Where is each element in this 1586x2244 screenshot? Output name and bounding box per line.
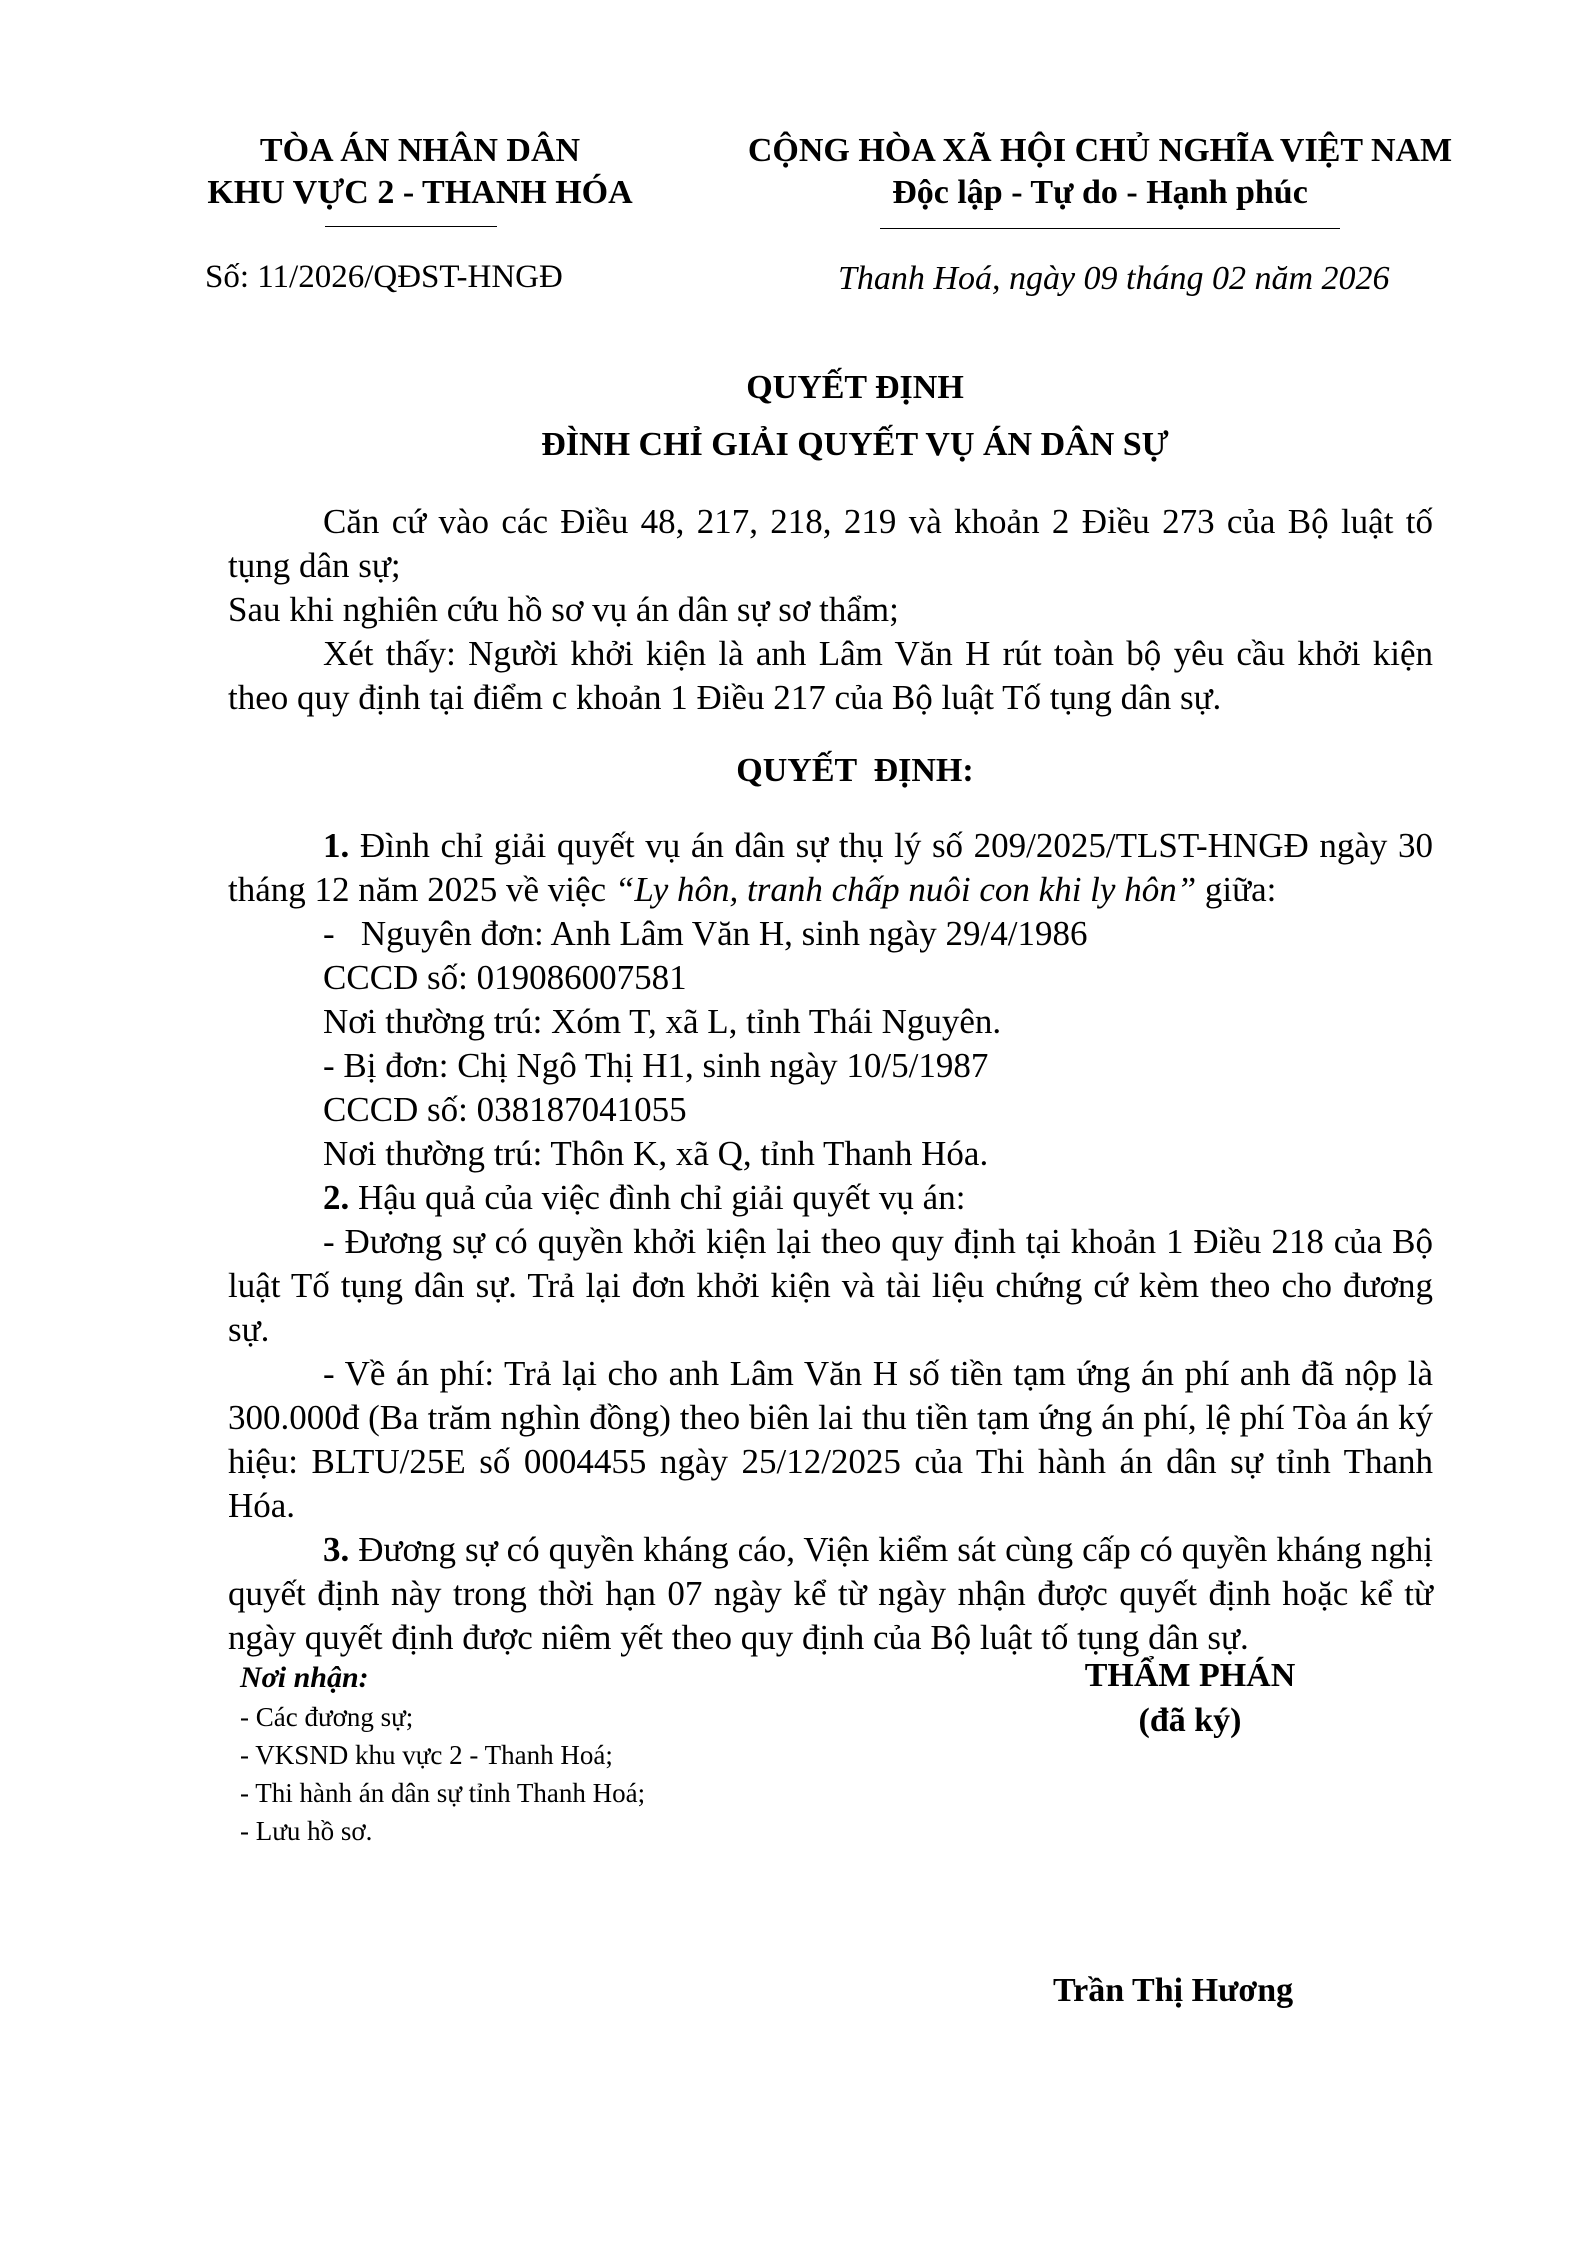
item-3-number: 3. — [323, 1530, 350, 1569]
signer-name: Trần Thị Hương — [1053, 1972, 1294, 2009]
court-fee: - Về án phí: Trả lại cho anh Lâm Văn H số tiền tạm ứng án phí anh đã nộp là 300.000đ (Ba trăm nghìn đồng) theo biên lai thu tiền tạm ứng án phí, lệ phí Tòa án ký hiệu: BLTU/25E số 0004455 ngày 25/12/2025 của Thi hành án dân sự tỉnh Thanh Hóa. — [228, 1354, 1433, 1525]
motto: Độc lập - Tự do - Hạnh phúc — [892, 174, 1308, 211]
re-filing-right: - Đương sự có quyền khởi kiện lại theo quy định tại khoản 1 Điều 218 của Bộ luật Tố tụng dân sự. Trả lại đơn khởi kiện và tài liệu chứng cứ kèm theo cho đương sự. — [228, 1222, 1433, 1349]
decision-item-3 — [228, 1528, 1433, 1660]
item-2-number: 2. — [323, 1178, 350, 1217]
place-date: Thanh Hoá, ngày 09 tháng 02 năm 2026 — [838, 260, 1390, 297]
recipient-item: - VKSND khu vực 2 - Thanh Hoá; — [240, 1740, 613, 1770]
item-3-text: Đương sự có quyền kháng cáo, Viện kiểm sát cùng cấp có quyền kháng nghị quyết định này trong thời hạn 07 ngày kể từ ngày nhận được quyết định hoặc kể từ ngày quyết định được niêm yết theo quy định của Bộ luật tố tụng dân sự. — [228, 1530, 1433, 1657]
item-2-text: Hậu quả của việc đình chỉ giải quyết vụ án: — [349, 1178, 966, 1217]
decision-heading: QUYẾT ĐỊNH: — [736, 752, 974, 789]
decision-item-1 — [228, 824, 1433, 912]
recipient-item: - Lưu hồ sơ. — [240, 1816, 373, 1846]
case-subject: “Ly hôn, tranh chấp nuôi con khi ly hôn” — [614, 870, 1197, 909]
recipient-item: - Các đương sự; — [240, 1702, 414, 1732]
document-title: QUYẾT ĐỊNH — [746, 369, 964, 406]
plaintiff-id: CCCD số: 019086007581 — [323, 958, 687, 997]
court-name-line2: KHU VỰC 2 - THANH HÓA — [207, 174, 633, 211]
plaintiff-address: Nơi thường trú: Xóm T, xã L, tỉnh Thái Nguyên. — [323, 1002, 1002, 1041]
document-number: Số: 11/2026/QĐST-HNGĐ — [205, 259, 563, 295]
legal-basis: Căn cứ vào các Điều 48, 217, 218, 219 và khoản 2 Điều 273 của Bộ luật tố tụng dân sự; — [228, 502, 1433, 585]
review-statement: Sau khi nghiên cứu hồ sơ vụ án dân sự sơ thẩm; — [228, 590, 899, 629]
signature-status: (đã ký) — [1138, 1702, 1242, 1739]
document-subtitle: ĐÌNH CHỈ GIẢI QUYẾT VỤ ÁN DÂN SỰ — [541, 426, 1169, 463]
preamble — [228, 500, 1433, 720]
court-underline — [325, 226, 497, 227]
republic-name: CỘNG HÒA XÃ HỘI CHỦ NGHĨA VIỆT NAM — [747, 132, 1453, 169]
item-1-text-b: giữa: — [1196, 870, 1277, 909]
plaintiff: - Nguyên đơn: Anh Lâm Văn H, sinh ngày 29/4/1986 — [323, 914, 1088, 953]
recipient-item: - Thi hành án dân sự tỉnh Thanh Hoá; — [240, 1778, 646, 1808]
consideration: Xét thấy: Người khởi kiện là anh Lâm Văn H rút toàn bộ yêu cầu khởi kiện theo quy định tại điểm c khoản 1 Điều 217 của Bộ luật Tố tụng dân sự. — [228, 634, 1433, 717]
motto-underline — [880, 228, 1340, 229]
item-1-text-a: Đình chỉ giải quyết vụ án dân sự thụ lý số 209/2025/TLST-HNGĐ ngày 30 tháng 12 năm 2025 về việc — [228, 826, 1433, 909]
decision-body — [228, 824, 1433, 1660]
defendant-address: Nơi thường trú: Thôn K, xã Q, tỉnh Thanh Hóa. — [323, 1134, 989, 1173]
recipients-title: Nơi nhận: — [240, 1661, 369, 1694]
signer-role: THẨM PHÁN — [1084, 1657, 1296, 1694]
decision-item-2 — [228, 1176, 1433, 1220]
item-1-number: 1. — [323, 826, 350, 865]
recipients — [240, 1658, 645, 1850]
court-name-line1: TÒA ÁN NHÂN DÂN — [259, 132, 581, 169]
defendant: - Bị đơn: Chị Ngô Thị H1, sinh ngày 10/5/1987 — [323, 1046, 989, 1085]
defendant-id: CCCD số: 038187041055 — [323, 1090, 687, 1129]
